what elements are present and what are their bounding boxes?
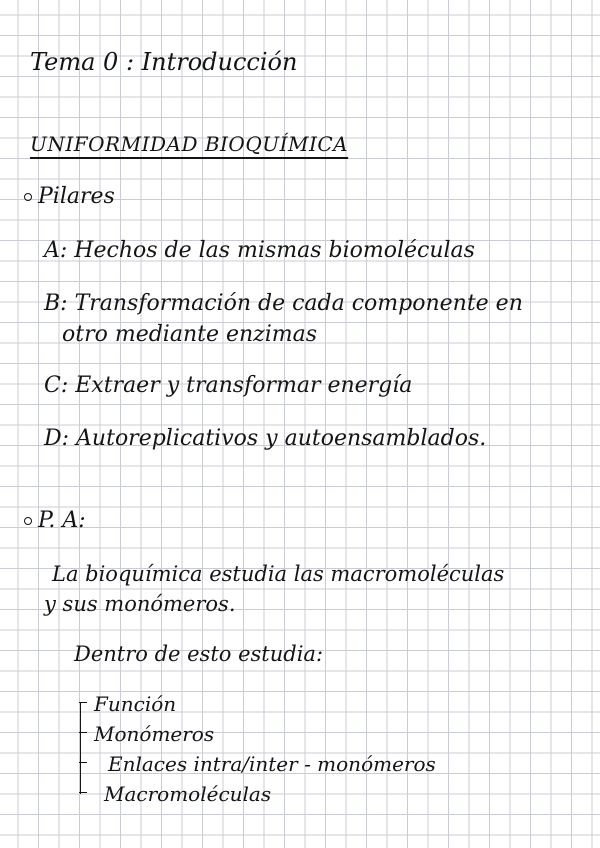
pilar-a-item: A: Hechos de las mismas biomoléculas: [44, 238, 475, 263]
section-heading: UNIFORMIDAD BIOQUÍMICA: [30, 132, 349, 156]
list-brace: [80, 702, 89, 794]
brace-tick: [79, 792, 87, 793]
pilares-bullet: [24, 186, 115, 208]
pilar-a-text-line-1: La bioquímica estudia las macromoléculas: [52, 562, 505, 586]
brace-tick: [79, 732, 87, 733]
page-title: Tema 0 : Introducción: [30, 48, 298, 76]
pilar-d-item: D: Autoreplicativos y autoensamblados.: [44, 426, 487, 451]
pilar-a-text-line-2: y sus monómeros.: [44, 592, 236, 616]
bullet-icon: [24, 193, 32, 201]
brace-tick: [79, 702, 87, 703]
pilares-label: Pilares: [38, 184, 115, 209]
list-item: Enlaces intra/inter - monómeros: [108, 752, 436, 776]
pilar-a-bullet: [24, 510, 86, 532]
list-item: Macromoléculas: [104, 782, 272, 806]
pilar-b-item-line-2: otro mediante enzimas: [62, 322, 318, 347]
sub-heading: Dentro de esto estudia:: [74, 642, 324, 666]
brace-tick: [79, 762, 87, 763]
list-item: Monómeros: [94, 722, 215, 746]
pilar-a-label: P. A:: [38, 508, 86, 533]
pilar-c-item: C: Extraer y transformar energía: [44, 373, 413, 398]
list-item: Función: [94, 692, 177, 716]
pilar-b-item-line-1: B: Transformación de cada componente en: [44, 291, 523, 316]
bullet-icon: [24, 517, 32, 525]
